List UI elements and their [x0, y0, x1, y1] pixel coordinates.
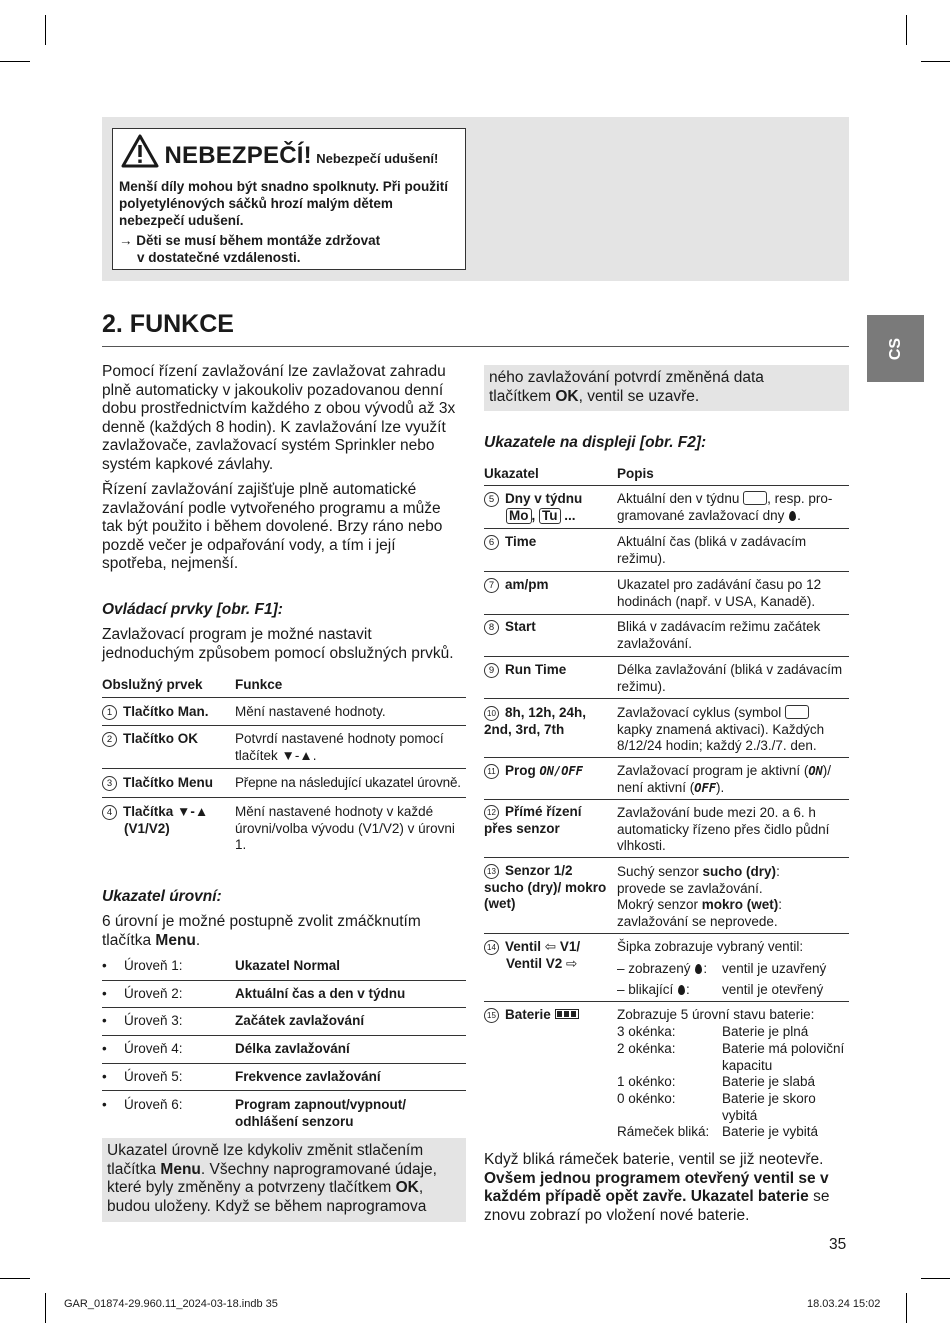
- table-row-rule: [484, 656, 849, 657]
- level-bullet: •: [102, 1041, 107, 1056]
- level-value: Začátek zavlažování: [235, 1013, 365, 1028]
- table-row-rule: [484, 528, 849, 529]
- battery-state-key: 3 okénka:: [617, 1024, 676, 1039]
- battery-state-value: Baterie je slabá: [722, 1074, 816, 1089]
- display-8-name: 8 Start: [484, 619, 536, 636]
- display-10-desc: Zavlažovací cyklus (symbol kapky znamená aktivaci). Každých 8/12/24 hodin; každý 2./3./7. den.: [617, 705, 825, 753]
- water-drop-icon: [789, 511, 796, 521]
- table-row-rule: [484, 614, 849, 615]
- crop-mark: [45, 1293, 46, 1323]
- display-5-desc: Aktuální den v týdnu , resp. pro- gramované zavlažovací dny .: [617, 491, 833, 523]
- note-text: Ukazatel úrovně lze kdykoliv změnit stlačením tlačítka Menu. Všechny naprogramované údaje, které byly změněny a potvrzeny tlačítkem OK, budou uloženy. Když se během naprogramova: [107, 1142, 437, 1215]
- table-row-rule: [484, 571, 849, 572]
- display-14-name: 14 Ventil ⇦ V1/ Ventil V2 ⇨: [484, 939, 614, 972]
- battery-final-text: Když bliká rámeček baterie, ventil se již neotevře. Ovšem jednou programem otevřený ventil se v každém případě opět zavře. Ukazatel baterie se znovu zobrazí po vložení nové baterie.: [484, 1151, 830, 1224]
- level-rule: [102, 1035, 466, 1036]
- levels-heading: Ukazatel úrovní:: [102, 888, 222, 905]
- warning-title: NEBEZPEČÍ!: [164, 142, 312, 169]
- control-1-name: 1 Tlačítko Man.: [102, 704, 209, 721]
- crop-mark: [0, 61, 30, 62]
- arrow-right-outline-icon: ⇨: [566, 955, 578, 971]
- crop-mark: [906, 1293, 907, 1323]
- display-14-state1-value: ventil je uzavřený: [722, 961, 827, 976]
- level-value: Program zapnout/vypnout/ odhlášení senzoru: [235, 1097, 407, 1129]
- control-2-name: 2 Tlačítko OK: [102, 731, 198, 748]
- control-2-func: Potvrdí nastavené hodnoty pomocí tlačítek ▼-▲.: [235, 731, 444, 763]
- display-9-name: 9 Run Time: [484, 662, 566, 679]
- battery-state-value: Baterie je plná: [722, 1024, 809, 1039]
- display-12-desc: Zavlažování bude mezi 20. a 6. h automaticky řízeno přes čidlo půdní vlhkosti.: [617, 805, 830, 853]
- battery-state-key: Rámeček bliká:: [617, 1124, 710, 1139]
- display-10-name: 10 8h, 12h, 24h, 2nd, 3rd, 7th: [484, 705, 587, 737]
- warning-action: → Děti se musí během montáže zdržovat v dostatečné vzdálenosti.: [119, 233, 381, 265]
- table-row-rule: [484, 698, 849, 699]
- battery-state-value: Baterie je skoro vybitá: [722, 1091, 816, 1123]
- display-col2-header: Popis: [617, 466, 654, 481]
- table-header-rule: [484, 485, 849, 486]
- table-row-rule: [102, 797, 466, 798]
- crop-mark: [921, 1278, 950, 1279]
- battery-icon: [555, 1009, 579, 1019]
- section-title: 2. FUNKCE: [102, 310, 234, 338]
- level-label: Úroveň 1:: [124, 958, 183, 973]
- controls-intro: Zavlažovací program je možné nastavit jednoduchým způsobem pomocí obslužných prvků.: [102, 626, 454, 662]
- level-label: Úroveň 3:: [124, 1013, 183, 1028]
- control-4-name: 4 Tlačítka ▼-▲ (V1/V2): [102, 804, 208, 837]
- levels-intro: 6 úrovní je možné postupně zvolit zmáčknutím tlačítka Menu.: [102, 913, 421, 949]
- display-8-desc: Bliká v zadávacím režimu začátek zavlažování.: [617, 619, 821, 651]
- level-value: Frekvence zavlažování: [235, 1069, 381, 1084]
- section-divider: [102, 346, 849, 347]
- battery-state-key: 1 okénko:: [617, 1074, 676, 1089]
- level-label: Úroveň 5:: [124, 1069, 183, 1084]
- table-header-rule: [102, 697, 466, 698]
- control-3-func: Přepne na následující ukazatel úrovně.: [235, 775, 461, 790]
- level-bullet: •: [102, 958, 107, 973]
- battery-state-key: 0 okénko:: [617, 1091, 676, 1106]
- display-14-desc: Šipka zobrazuje vybraný ventil:: [617, 939, 804, 954]
- level-label: Úroveň 6:: [124, 1097, 183, 1112]
- level-value: Délka zavlažování: [235, 1041, 350, 1056]
- page-number: 35: [829, 1236, 847, 1253]
- level-value: Aktuální čas a den v týdnu: [235, 986, 406, 1001]
- crop-mark: [906, 15, 907, 45]
- controls-col1-header: Obslužný prvek: [102, 677, 203, 692]
- arrow-right-icon: →: [119, 233, 133, 248]
- table-row-rule: [484, 857, 849, 858]
- display-15-desc: Zobrazuje 5 úrovní stavu baterie:: [617, 1007, 815, 1022]
- display-14-state2: – blikající :: [617, 982, 690, 997]
- display-11-desc: Zavlažovací program je aktivní (ON)/ není aktivní (OFF).: [617, 763, 832, 795]
- water-drop-icon: [695, 964, 702, 974]
- crop-mark: [45, 15, 46, 45]
- display-7-name: 7 am/pm: [484, 577, 549, 594]
- table-row-rule: [484, 799, 849, 800]
- battery-state-key: 2 okénka:: [617, 1041, 676, 1056]
- display-6-desc: Aktuální čas (bliká v zadávacím režimu).: [617, 534, 807, 566]
- display-7-desc: Ukazatel pro zadávání času po 12 hodinách (např. v USA, Kanadě).: [617, 577, 822, 609]
- display-9-desc: Délka zavlažování (bliká v zadávacím režimu).: [617, 662, 843, 694]
- table-row-rule: [484, 757, 849, 758]
- warning-text: Menší díly mohou být snadno spolknuty. Při použití polyetylénových sáčků hrozí malým dětem nebezpečí udušení.: [119, 179, 449, 228]
- battery-state-value: Baterie je vybitá: [722, 1124, 819, 1139]
- display-11-name: 11 Prog ON/OFF: [484, 763, 583, 780]
- level-rule: [102, 1090, 466, 1091]
- crop-mark: [921, 61, 950, 62]
- table-row-rule: [484, 1001, 849, 1002]
- table-row-rule: [484, 933, 849, 934]
- display-14-state1: – zobrazený :: [617, 961, 708, 976]
- level-label: Úroveň 4:: [124, 1041, 183, 1056]
- display-13-name: 13 Senzor 1/2 sucho (dry)/ mokro (wet): [484, 863, 607, 911]
- battery-state-value: Baterie má poloviční kapacitu: [722, 1041, 845, 1073]
- display-col1-header: Ukazatel: [484, 466, 539, 481]
- level-rule: [102, 1063, 466, 1064]
- footer-date: 18.03.24 15:02: [807, 1298, 881, 1310]
- control-3-name: 3 Tlačítko Menu: [102, 775, 213, 792]
- display-heading: Ukazatele na displeji [obr. F2]:: [484, 434, 707, 451]
- table-row-rule: [102, 725, 466, 726]
- display-5-name: 5 Dny v týdnu Mo , Tu ...: [484, 491, 582, 524]
- display-6-name: 6 Time: [484, 534, 536, 551]
- intro-paragraph-2: Řízení zavlažování zajišťuje plně automatické zavlažování podle vytvořeného programu a může tak být použito i během dovolené. Brzy ráno nebo pozdě večer je odpařování vody, a tím i její spotřeba, nejmenší.: [102, 481, 443, 572]
- level-bullet: •: [102, 1013, 107, 1028]
- level-bullet: •: [102, 986, 107, 1001]
- water-drop-icon: [678, 985, 685, 995]
- drop-frame-icon: [785, 705, 809, 719]
- display-12-name: 12 Přímé řízení přes senzor: [484, 804, 582, 836]
- day-frame-icon: [743, 491, 767, 505]
- footer-file: GAR_01874-29.960.11_2024-03-18.indb 35: [64, 1298, 278, 1310]
- continued-text: ného zavlažování potvrdí změněná data tlačítkem OK, ventil se uzavře.: [489, 369, 764, 405]
- level-rule: [102, 1007, 466, 1008]
- warning-subtitle: Nebezpečí udušení!: [316, 151, 439, 166]
- control-1-func: Mění nastavené hodnoty.: [235, 704, 386, 719]
- display-14-state2-value: ventil je otevřený: [722, 982, 824, 997]
- controls-col2-header: Funkce: [235, 677, 283, 692]
- controls-heading: Ovládací prvky [obr. F1]:: [102, 601, 283, 618]
- display-15-name: 15 Baterie: [484, 1007, 579, 1024]
- intro-paragraph-1: Pomocí řízení zavlažování lze zavlažovat zahradu plně automaticky v jakoukoliv pozadovanou denní dobu prostřednictvím každého z obou vývodů až 3x denně (každých 8 hodin). K zavlažování lze využít zavlažovače, zavlažovací systém Sprinkler nebo systém kapkové závlahy.: [102, 363, 456, 473]
- language-tab: CS: [867, 315, 924, 382]
- level-rule: [102, 980, 466, 981]
- warning-triangle-icon: [120, 133, 160, 169]
- level-label: Úroveň 2:: [124, 986, 183, 1001]
- level-value: Ukazatel Normal: [235, 958, 341, 973]
- display-13-desc: Suchý senzor sucho (dry): provede se zavlažování. Mokrý senzor mokro (wet): zavlažování se neprovede.: [617, 864, 783, 929]
- warning-header: [120, 133, 465, 170]
- arrow-left-outline-icon: ⇦: [544, 939, 557, 954]
- table-row-rule: [102, 768, 466, 769]
- level-bullet: •: [102, 1069, 107, 1084]
- level-bullet: •: [102, 1097, 107, 1112]
- control-4-func: Mění nastavené hodnoty v každé úrovni/volba vývodu (V1/V2) v úrovni 1.: [235, 804, 455, 852]
- crop-mark: [0, 1278, 30, 1279]
